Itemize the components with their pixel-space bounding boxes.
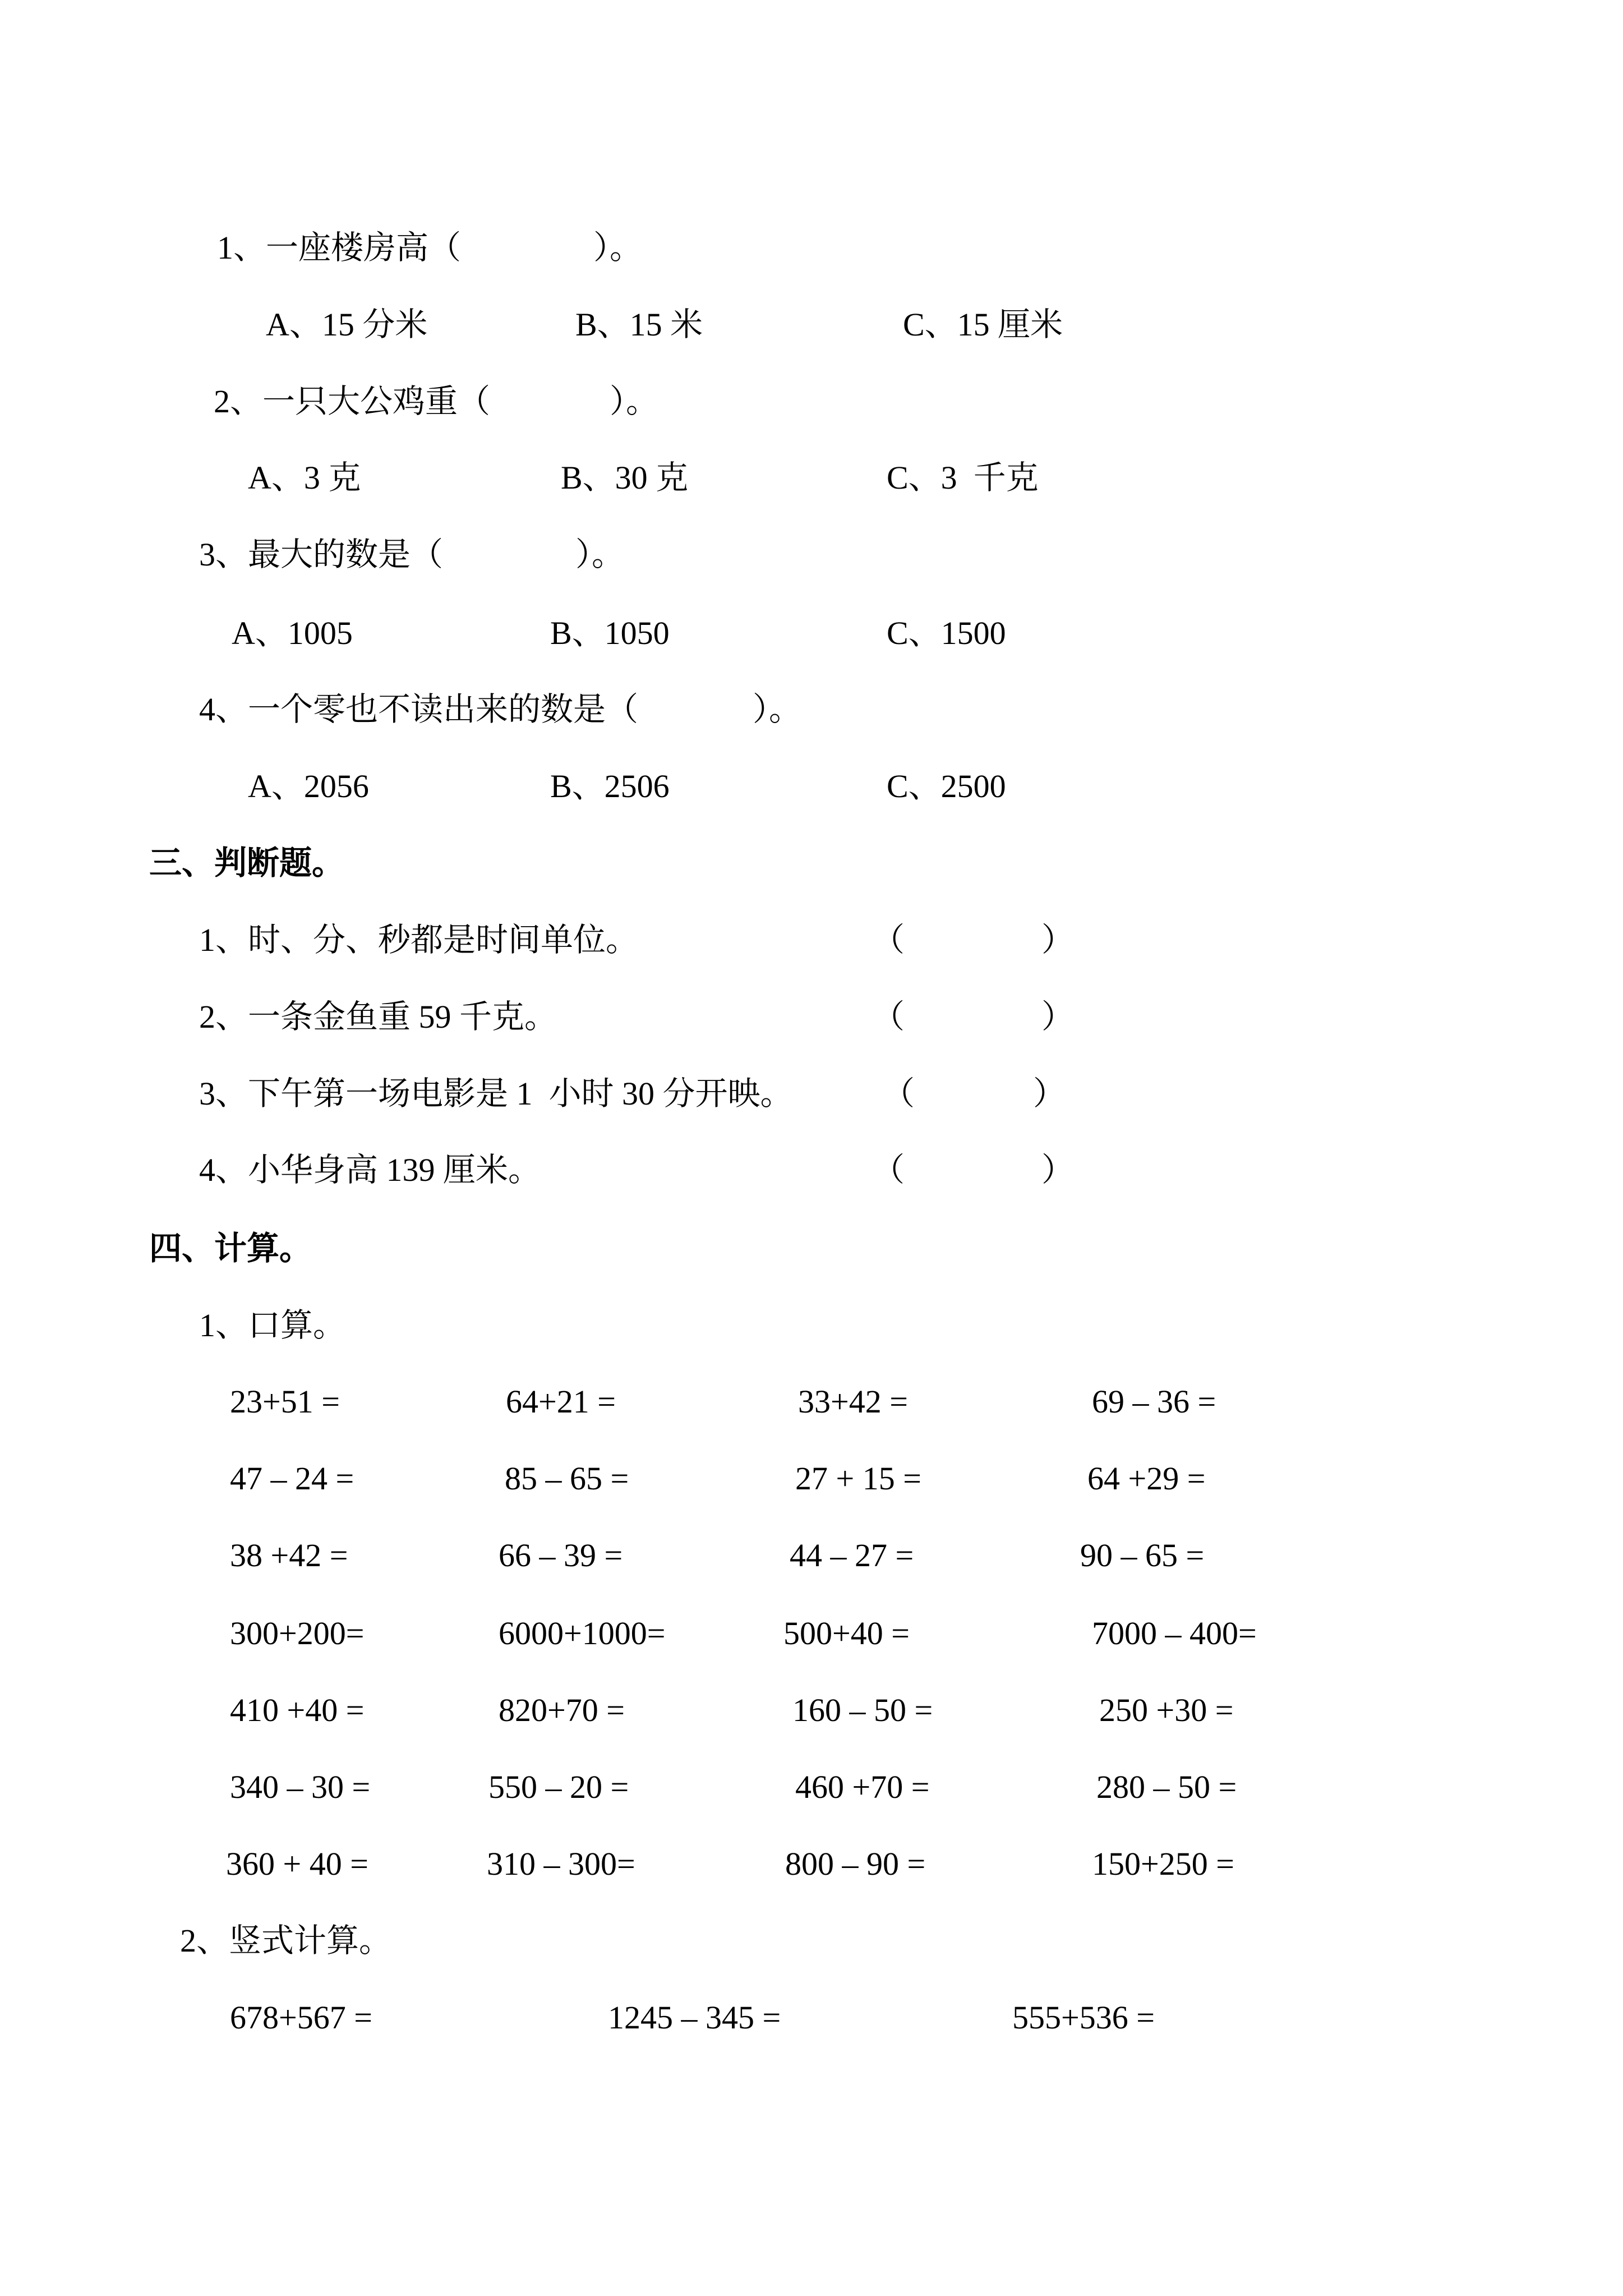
math-expression: 64+21 =: [506, 1383, 616, 1420]
judgment-statement: 3、下午第一场电影是 1 小时 30 分开映。: [199, 1075, 793, 1112]
math-expression: 23+51 =: [230, 1383, 340, 1420]
math-expression: 44 – 27 =: [790, 1537, 914, 1573]
option-b: B、30 克: [561, 459, 689, 496]
judgment-statement: 4、小华身高 139 厘米。: [199, 1152, 541, 1188]
math-expression: 160 – 50 =: [792, 1692, 933, 1728]
math-expression: 280 – 50 =: [1096, 1769, 1237, 1805]
answer-close-paren: ）: [1041, 1152, 1075, 1188]
question-close-paren: ）。: [753, 691, 802, 728]
question-stem: 1、一座楼房高（: [217, 229, 462, 266]
math-expression: 340 – 30 =: [230, 1769, 371, 1805]
option-c: C、1500: [887, 615, 1006, 651]
math-expression: 550 – 20 =: [488, 1769, 629, 1805]
question-stem: 4、一个零也不读出来的数是（: [199, 691, 639, 728]
answer-open-paren: （: [882, 1075, 915, 1112]
math-expression: 360 + 40 =: [226, 1846, 368, 1882]
math-expression: 150+250 =: [1092, 1846, 1234, 1882]
math-expression: 800 – 90 =: [785, 1846, 926, 1882]
section-heading: 四、计算。: [149, 1230, 312, 1267]
math-expression: 85 – 65 =: [505, 1460, 629, 1497]
answer-close-paren: ）: [1041, 999, 1075, 1035]
judgment-statement: 1、时、分、秒都是时间单位。: [199, 922, 639, 958]
answer-open-paren: （: [872, 922, 905, 958]
option-a: A、15 分米: [266, 306, 428, 343]
math-expression: 820+70 =: [499, 1692, 625, 1728]
question-close-paren: ）。: [575, 536, 625, 573]
answer-open-paren: （: [872, 1152, 905, 1188]
section-heading: 三、判断题。: [149, 845, 345, 881]
math-expression: 33+42 =: [798, 1383, 908, 1420]
subsection-title: 1、口算。: [199, 1307, 346, 1343]
option-c: C、2500: [887, 768, 1006, 804]
question-stem: 3、最大的数是（: [199, 536, 444, 573]
option-b: B、15 米: [575, 306, 703, 343]
math-expression: 47 – 24 =: [230, 1460, 354, 1497]
answer-close-paren: ）: [1033, 1075, 1066, 1112]
answer-open-paren: （: [872, 999, 905, 1035]
math-expression: 6000+1000=: [499, 1615, 666, 1651]
question-close-paren: ）。: [610, 383, 659, 420]
math-expression: 250 +30 =: [1099, 1692, 1234, 1728]
math-expression: 90 – 65 =: [1080, 1537, 1205, 1573]
math-expression: 555+536 =: [1012, 1999, 1155, 2036]
math-expression: 410 +40 =: [230, 1692, 365, 1728]
math-expression: 310 – 300=: [487, 1846, 635, 1882]
option-a: A、1005: [232, 615, 353, 651]
math-expression: 66 – 39 =: [499, 1537, 623, 1573]
question-stem: 2、一只大公鸡重（: [214, 383, 491, 420]
option-c: C、15 厘米: [903, 306, 1063, 343]
math-expression: 7000 – 400=: [1092, 1615, 1257, 1651]
math-expression: 1245 – 345 =: [608, 1999, 781, 2036]
math-expression: 678+567 =: [230, 1999, 372, 2036]
math-expression: 64 +29 =: [1087, 1460, 1206, 1497]
math-expression: 300+200=: [230, 1615, 365, 1651]
option-c: C、3 千克: [887, 459, 1039, 496]
option-b: B、1050: [550, 615, 670, 651]
math-expression: 69 – 36 =: [1092, 1383, 1216, 1420]
option-b: B、2506: [550, 768, 670, 804]
judgment-statement: 2、一条金鱼重 59 千克。: [199, 999, 557, 1035]
answer-close-paren: ）: [1041, 922, 1075, 958]
question-close-paren: ）。: [593, 229, 643, 266]
math-expression: 38 +42 =: [230, 1537, 348, 1573]
math-expression: 460 +70 =: [795, 1769, 930, 1805]
option-a: A、3 克: [248, 459, 361, 496]
subsection-title: 2、竖式计算。: [180, 1922, 392, 1959]
option-a: A、2056: [248, 768, 369, 804]
math-expression: 500+40 =: [783, 1615, 910, 1651]
math-expression: 27 + 15 =: [795, 1460, 921, 1497]
